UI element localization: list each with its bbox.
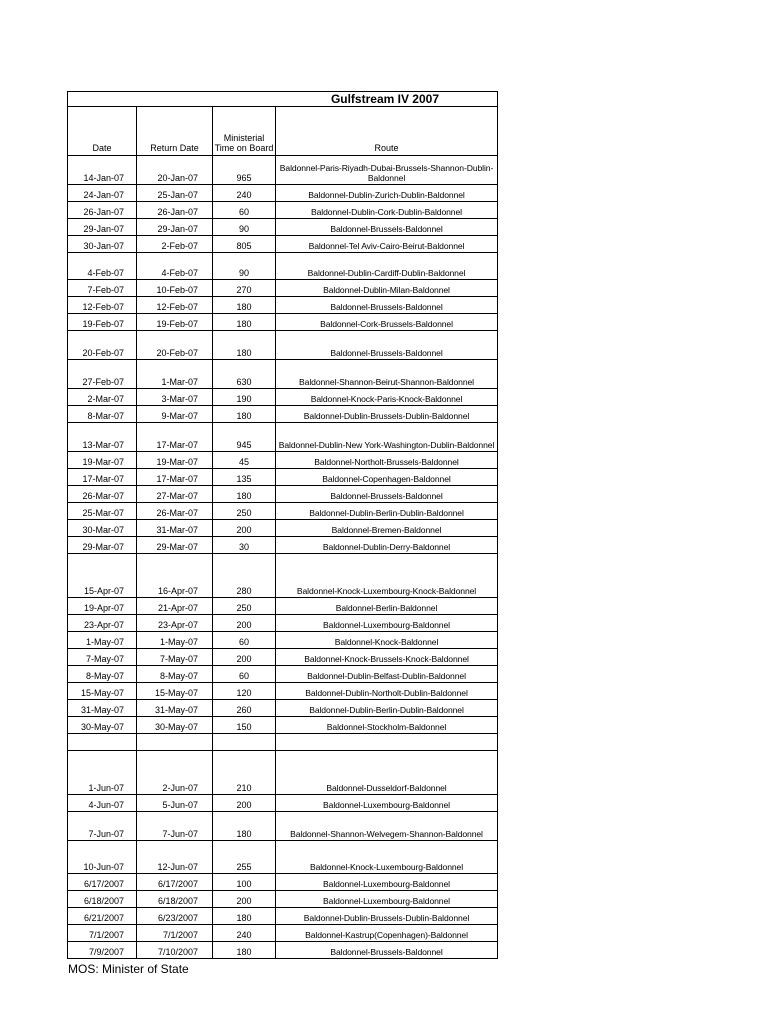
- cell-route: Baldonnel-Knock-Paris-Knock-Baldonnel: [276, 389, 498, 406]
- cell-route: Baldonnel-Brussels-Baldonnel: [276, 331, 498, 360]
- cell-route: Baldonnel-Cork-Brussels-Baldonnel: [276, 314, 498, 331]
- header-ministerial-time: Ministerial Time on Board: [213, 107, 276, 156]
- cell-ministerial-time: [213, 734, 276, 751]
- header-return-date: Return Date: [137, 107, 213, 156]
- cell-return-date: 6/23/2007: [137, 908, 213, 925]
- cell-route: Baldonnel-Dublin-Brussels-Dublin-Baldonnel: [276, 406, 498, 423]
- table-row: [68, 649, 498, 666]
- cell-return-date: 9-Mar-07: [137, 406, 213, 423]
- cell-return-date: 27-Mar-07: [137, 486, 213, 503]
- cell-route: Baldonnel-Berlin-Baldonnel: [276, 598, 498, 615]
- cell-return-date: 12-Feb-07: [137, 297, 213, 314]
- cell-ministerial-time: 60: [213, 666, 276, 683]
- cell-date: 23-Apr-07: [68, 615, 137, 632]
- cell-date: 29-Mar-07: [68, 537, 137, 554]
- footnote: MOS: Minister of State: [68, 962, 189, 976]
- cell-return-date: 29-Jan-07: [137, 219, 213, 236]
- cell-date: 30-May-07: [68, 717, 137, 734]
- cell-route: Baldonnel-Dublin-Belfast-Dublin-Baldonnel: [276, 666, 498, 683]
- cell-ministerial-time: 45: [213, 452, 276, 469]
- cell-ministerial-time: 180: [213, 812, 276, 841]
- cell-date: 30-Jan-07: [68, 236, 137, 253]
- cell-route: [276, 734, 498, 751]
- cell-route: Baldonnel-Dublin-Zurich-Dublin-Baldonnel: [276, 185, 498, 202]
- cell-ministerial-time: 30: [213, 537, 276, 554]
- cell-ministerial-time: 150: [213, 717, 276, 734]
- table-row: [68, 503, 498, 520]
- cell-return-date: 23-Apr-07: [137, 615, 213, 632]
- table-row: [68, 202, 498, 219]
- cell-return-date: 7-Jun-07: [137, 812, 213, 841]
- cell-route: Baldonnel-Kastrup(Copenhagen)-Baldonnel: [276, 925, 498, 942]
- cell-ministerial-time: 255: [213, 841, 276, 874]
- cell-ministerial-time: 180: [213, 314, 276, 331]
- cell-ministerial-time: 180: [213, 942, 276, 959]
- cell-route: Baldonnel-Knock-Baldonnel: [276, 632, 498, 649]
- cell-date: 15-May-07: [68, 683, 137, 700]
- cell-date: 8-Mar-07: [68, 406, 137, 423]
- table-row: [68, 469, 498, 486]
- cell-return-date: 2-Feb-07: [137, 236, 213, 253]
- table-row: [68, 908, 498, 925]
- cell-route: Baldonnel-Luxembourg-Baldonnel: [276, 891, 498, 908]
- cell-route: Baldonnel-Brussels-Baldonnel: [276, 942, 498, 959]
- cell-date: 2-Mar-07: [68, 389, 137, 406]
- cell-return-date: 25-Jan-07: [137, 185, 213, 202]
- cell-date: 31-May-07: [68, 700, 137, 717]
- table-row: [68, 297, 498, 314]
- table-row: [68, 185, 498, 202]
- cell-ministerial-time: 250: [213, 598, 276, 615]
- flights-table: [67, 91, 498, 959]
- table-row: [68, 598, 498, 615]
- cell-route: Baldonnel-Dublin-Brussels-Dublin-Baldonnel: [276, 908, 498, 925]
- cell-return-date: 8-May-07: [137, 666, 213, 683]
- cell-return-date: 29-Mar-07: [137, 537, 213, 554]
- title-row: [68, 92, 498, 107]
- cell-ministerial-time: 270: [213, 280, 276, 297]
- cell-ministerial-time: 200: [213, 795, 276, 812]
- cell-ministerial-time: 965: [213, 156, 276, 185]
- header-route: Route: [276, 107, 498, 156]
- cell-return-date: 12-Jun-07: [137, 841, 213, 874]
- table-row: [68, 331, 498, 360]
- table-row: [68, 891, 498, 908]
- cell-route: Baldonnel-Copenhagen-Baldonnel: [276, 469, 498, 486]
- cell-return-date: 20-Feb-07: [137, 331, 213, 360]
- cell-route: Baldonnel-Dublin-Cork-Dublin-Baldonnel: [276, 202, 498, 219]
- cell-route: Baldonnel-Dublin-Milan-Baldonnel: [276, 280, 498, 297]
- cell-return-date: 7/10/2007: [137, 942, 213, 959]
- cell-return-date: 3-Mar-07: [137, 389, 213, 406]
- cell-route: Baldonnel-Dublin-New York-Washington-Dublin-Baldonnel: [276, 423, 498, 452]
- cell-ministerial-time: 135: [213, 469, 276, 486]
- cell-date: 17-Mar-07: [68, 469, 137, 486]
- cell-ministerial-time: 805: [213, 236, 276, 253]
- cell-return-date: 1-Mar-07: [137, 360, 213, 389]
- cell-ministerial-time: 250: [213, 503, 276, 520]
- cell-ministerial-time: 60: [213, 202, 276, 219]
- cell-route: Baldonnel-Dublin-Berlin-Dublin-Baldonnel: [276, 503, 498, 520]
- sheet-title: Gulfstream IV 2007: [68, 92, 498, 107]
- table-row: [68, 615, 498, 632]
- cell-ministerial-time: 180: [213, 331, 276, 360]
- cell-date: 6/18/2007: [68, 891, 137, 908]
- table-row: [68, 486, 498, 503]
- table-row: [68, 632, 498, 649]
- cell-route: Baldonnel-Luxembourg-Baldonnel: [276, 795, 498, 812]
- cell-return-date: 6/17/2007: [137, 874, 213, 891]
- table-row: [68, 520, 498, 537]
- cell-date: 6/21/2007: [68, 908, 137, 925]
- cell-return-date: 17-Mar-07: [137, 469, 213, 486]
- cell-date: 26-Jan-07: [68, 202, 137, 219]
- cell-date: 24-Jan-07: [68, 185, 137, 202]
- cell-date: 13-Mar-07: [68, 423, 137, 452]
- table-row: [68, 942, 498, 959]
- cell-route: Baldonnel-Bremen-Baldonnel: [276, 520, 498, 537]
- cell-route: Baldonnel-Brussels-Baldonnel: [276, 219, 498, 236]
- cell-date: 29-Jan-07: [68, 219, 137, 236]
- cell-route: Baldonnel-Knock-Luxembourg-Knock-Baldonnel: [276, 554, 498, 598]
- cell-route: Baldonnel-Dublin-Cardiff-Dublin-Baldonnel: [276, 253, 498, 280]
- cell-return-date: 4-Feb-07: [137, 253, 213, 280]
- cell-ministerial-time: 100: [213, 874, 276, 891]
- cell-date: 7-Feb-07: [68, 280, 137, 297]
- cell-route: Baldonnel-Knock-Luxembourg-Baldonnel: [276, 841, 498, 874]
- cell-date: 12-Feb-07: [68, 297, 137, 314]
- cell-return-date: 16-Apr-07: [137, 554, 213, 598]
- cell-date: 19-Apr-07: [68, 598, 137, 615]
- cell-ministerial-time: 180: [213, 406, 276, 423]
- cell-route: Baldonnel-Luxembourg-Baldonnel: [276, 615, 498, 632]
- cell-ministerial-time: 180: [213, 908, 276, 925]
- cell-date: 27-Feb-07: [68, 360, 137, 389]
- table-row: [68, 841, 498, 874]
- cell-date: 7/9/2007: [68, 942, 137, 959]
- cell-date: 6/17/2007: [68, 874, 137, 891]
- cell-route: Baldonnel-Dublin-Berlin-Dublin-Baldonnel: [276, 700, 498, 717]
- table-row: [68, 751, 498, 795]
- cell-ministerial-time: 200: [213, 649, 276, 666]
- cell-date: 4-Feb-07: [68, 253, 137, 280]
- cell-ministerial-time: 180: [213, 297, 276, 314]
- cell-date: 30-Mar-07: [68, 520, 137, 537]
- cell-return-date: 20-Jan-07: [137, 156, 213, 185]
- cell-route: Baldonnel-Dublin-Northolt-Dublin-Baldonnel: [276, 683, 498, 700]
- cell-return-date: 26-Jan-07: [137, 202, 213, 219]
- cell-route: Baldonnel-Paris-Riyadh-Dubai-Brussels-Shannon-Dublin-Baldonnel: [276, 156, 498, 185]
- cell-return-date: 15-May-07: [137, 683, 213, 700]
- table-row: [68, 554, 498, 598]
- cell-route: Baldonnel-Luxembourg-Baldonnel: [276, 874, 498, 891]
- cell-date: 7-Jun-07: [68, 812, 137, 841]
- cell-return-date: 6/18/2007: [137, 891, 213, 908]
- spreadsheet-sheet: [67, 91, 497, 959]
- cell-date: 19-Mar-07: [68, 452, 137, 469]
- cell-date: 19-Feb-07: [68, 314, 137, 331]
- cell-return-date: 30-May-07: [137, 717, 213, 734]
- table-row: [68, 683, 498, 700]
- cell-return-date: 7/1/2007: [137, 925, 213, 942]
- cell-date: 7/1/2007: [68, 925, 137, 942]
- cell-route: Baldonnel-Knock-Brussels-Knock-Baldonnel: [276, 649, 498, 666]
- cell-route: Baldonnel-Brussels-Baldonnel: [276, 297, 498, 314]
- cell-return-date: 21-Apr-07: [137, 598, 213, 615]
- table-row: [68, 236, 498, 253]
- cell-ministerial-time: 180: [213, 486, 276, 503]
- table-row: [68, 812, 498, 841]
- table-row: [68, 666, 498, 683]
- table-row: [68, 717, 498, 734]
- cell-date: 15-Apr-07: [68, 554, 137, 598]
- table-row: [68, 795, 498, 812]
- cell-ministerial-time: 190: [213, 389, 276, 406]
- cell-date: 4-Jun-07: [68, 795, 137, 812]
- cell-return-date: 2-Jun-07: [137, 751, 213, 795]
- cell-date: 1-Jun-07: [68, 751, 137, 795]
- table-row: [68, 314, 498, 331]
- cell-ministerial-time: 240: [213, 925, 276, 942]
- cell-return-date: 26-Mar-07: [137, 503, 213, 520]
- table-row: [68, 360, 498, 389]
- table-row: [68, 253, 498, 280]
- table-row: [68, 406, 498, 423]
- cell-ministerial-time: 200: [213, 520, 276, 537]
- cell-ministerial-time: 280: [213, 554, 276, 598]
- header-date: Date: [68, 107, 137, 156]
- table-row: [68, 423, 498, 452]
- cell-ministerial-time: 90: [213, 253, 276, 280]
- cell-ministerial-time: 240: [213, 185, 276, 202]
- cell-route: Baldonnel-Northolt-Brussels-Baldonnel: [276, 452, 498, 469]
- cell-date: 10-Jun-07: [68, 841, 137, 874]
- cell-route: Baldonnel-Dublin-Derry-Baldonnel: [276, 537, 498, 554]
- cell-route: Baldonnel-Stockholm-Baldonnel: [276, 717, 498, 734]
- table-row: [68, 925, 498, 942]
- cell-return-date: 31-Mar-07: [137, 520, 213, 537]
- cell-date: 1-May-07: [68, 632, 137, 649]
- cell-date: 7-May-07: [68, 649, 137, 666]
- cell-ministerial-time: 60: [213, 632, 276, 649]
- cell-date: 8-May-07: [68, 666, 137, 683]
- cell-ministerial-time: 945: [213, 423, 276, 452]
- cell-return-date: [137, 734, 213, 751]
- table-row: [68, 280, 498, 297]
- cell-return-date: 19-Mar-07: [137, 452, 213, 469]
- table-row: [68, 156, 498, 185]
- cell-ministerial-time: 90: [213, 219, 276, 236]
- cell-ministerial-time: 210: [213, 751, 276, 795]
- cell-return-date: 7-May-07: [137, 649, 213, 666]
- cell-return-date: 5-Jun-07: [137, 795, 213, 812]
- cell-return-date: 17-Mar-07: [137, 423, 213, 452]
- table-row: [68, 537, 498, 554]
- cell-ministerial-time: 200: [213, 891, 276, 908]
- cell-route: Baldonnel-Brussels-Baldonnel: [276, 486, 498, 503]
- table-row: [68, 700, 498, 717]
- cell-ministerial-time: 200: [213, 615, 276, 632]
- cell-route: Baldonnel-Dusseldorf-Baldonnel: [276, 751, 498, 795]
- cell-return-date: 10-Feb-07: [137, 280, 213, 297]
- cell-return-date: 19-Feb-07: [137, 314, 213, 331]
- cell-route: Baldonnel-Tel Aviv-Cairo-Beirut-Baldonnel: [276, 236, 498, 253]
- cell-return-date: 31-May-07: [137, 700, 213, 717]
- cell-ministerial-time: 120: [213, 683, 276, 700]
- header-row: [68, 107, 498, 156]
- table-row: [68, 452, 498, 469]
- table-row: [68, 734, 498, 751]
- cell-route: Baldonnel-Shannon-Beirut-Shannon-Baldonnel: [276, 360, 498, 389]
- cell-date: 20-Feb-07: [68, 331, 137, 360]
- cell-ministerial-time: 630: [213, 360, 276, 389]
- cell-date: 25-Mar-07: [68, 503, 137, 520]
- cell-route: Baldonnel-Shannon-Welvegem-Shannon-Baldonnel: [276, 812, 498, 841]
- cell-date: 14-Jan-07: [68, 156, 137, 185]
- cell-date: 26-Mar-07: [68, 486, 137, 503]
- table-row: [68, 219, 498, 236]
- cell-date: [68, 734, 137, 751]
- cell-return-date: 1-May-07: [137, 632, 213, 649]
- table-row: [68, 874, 498, 891]
- table-row: [68, 389, 498, 406]
- cell-ministerial-time: 260: [213, 700, 276, 717]
